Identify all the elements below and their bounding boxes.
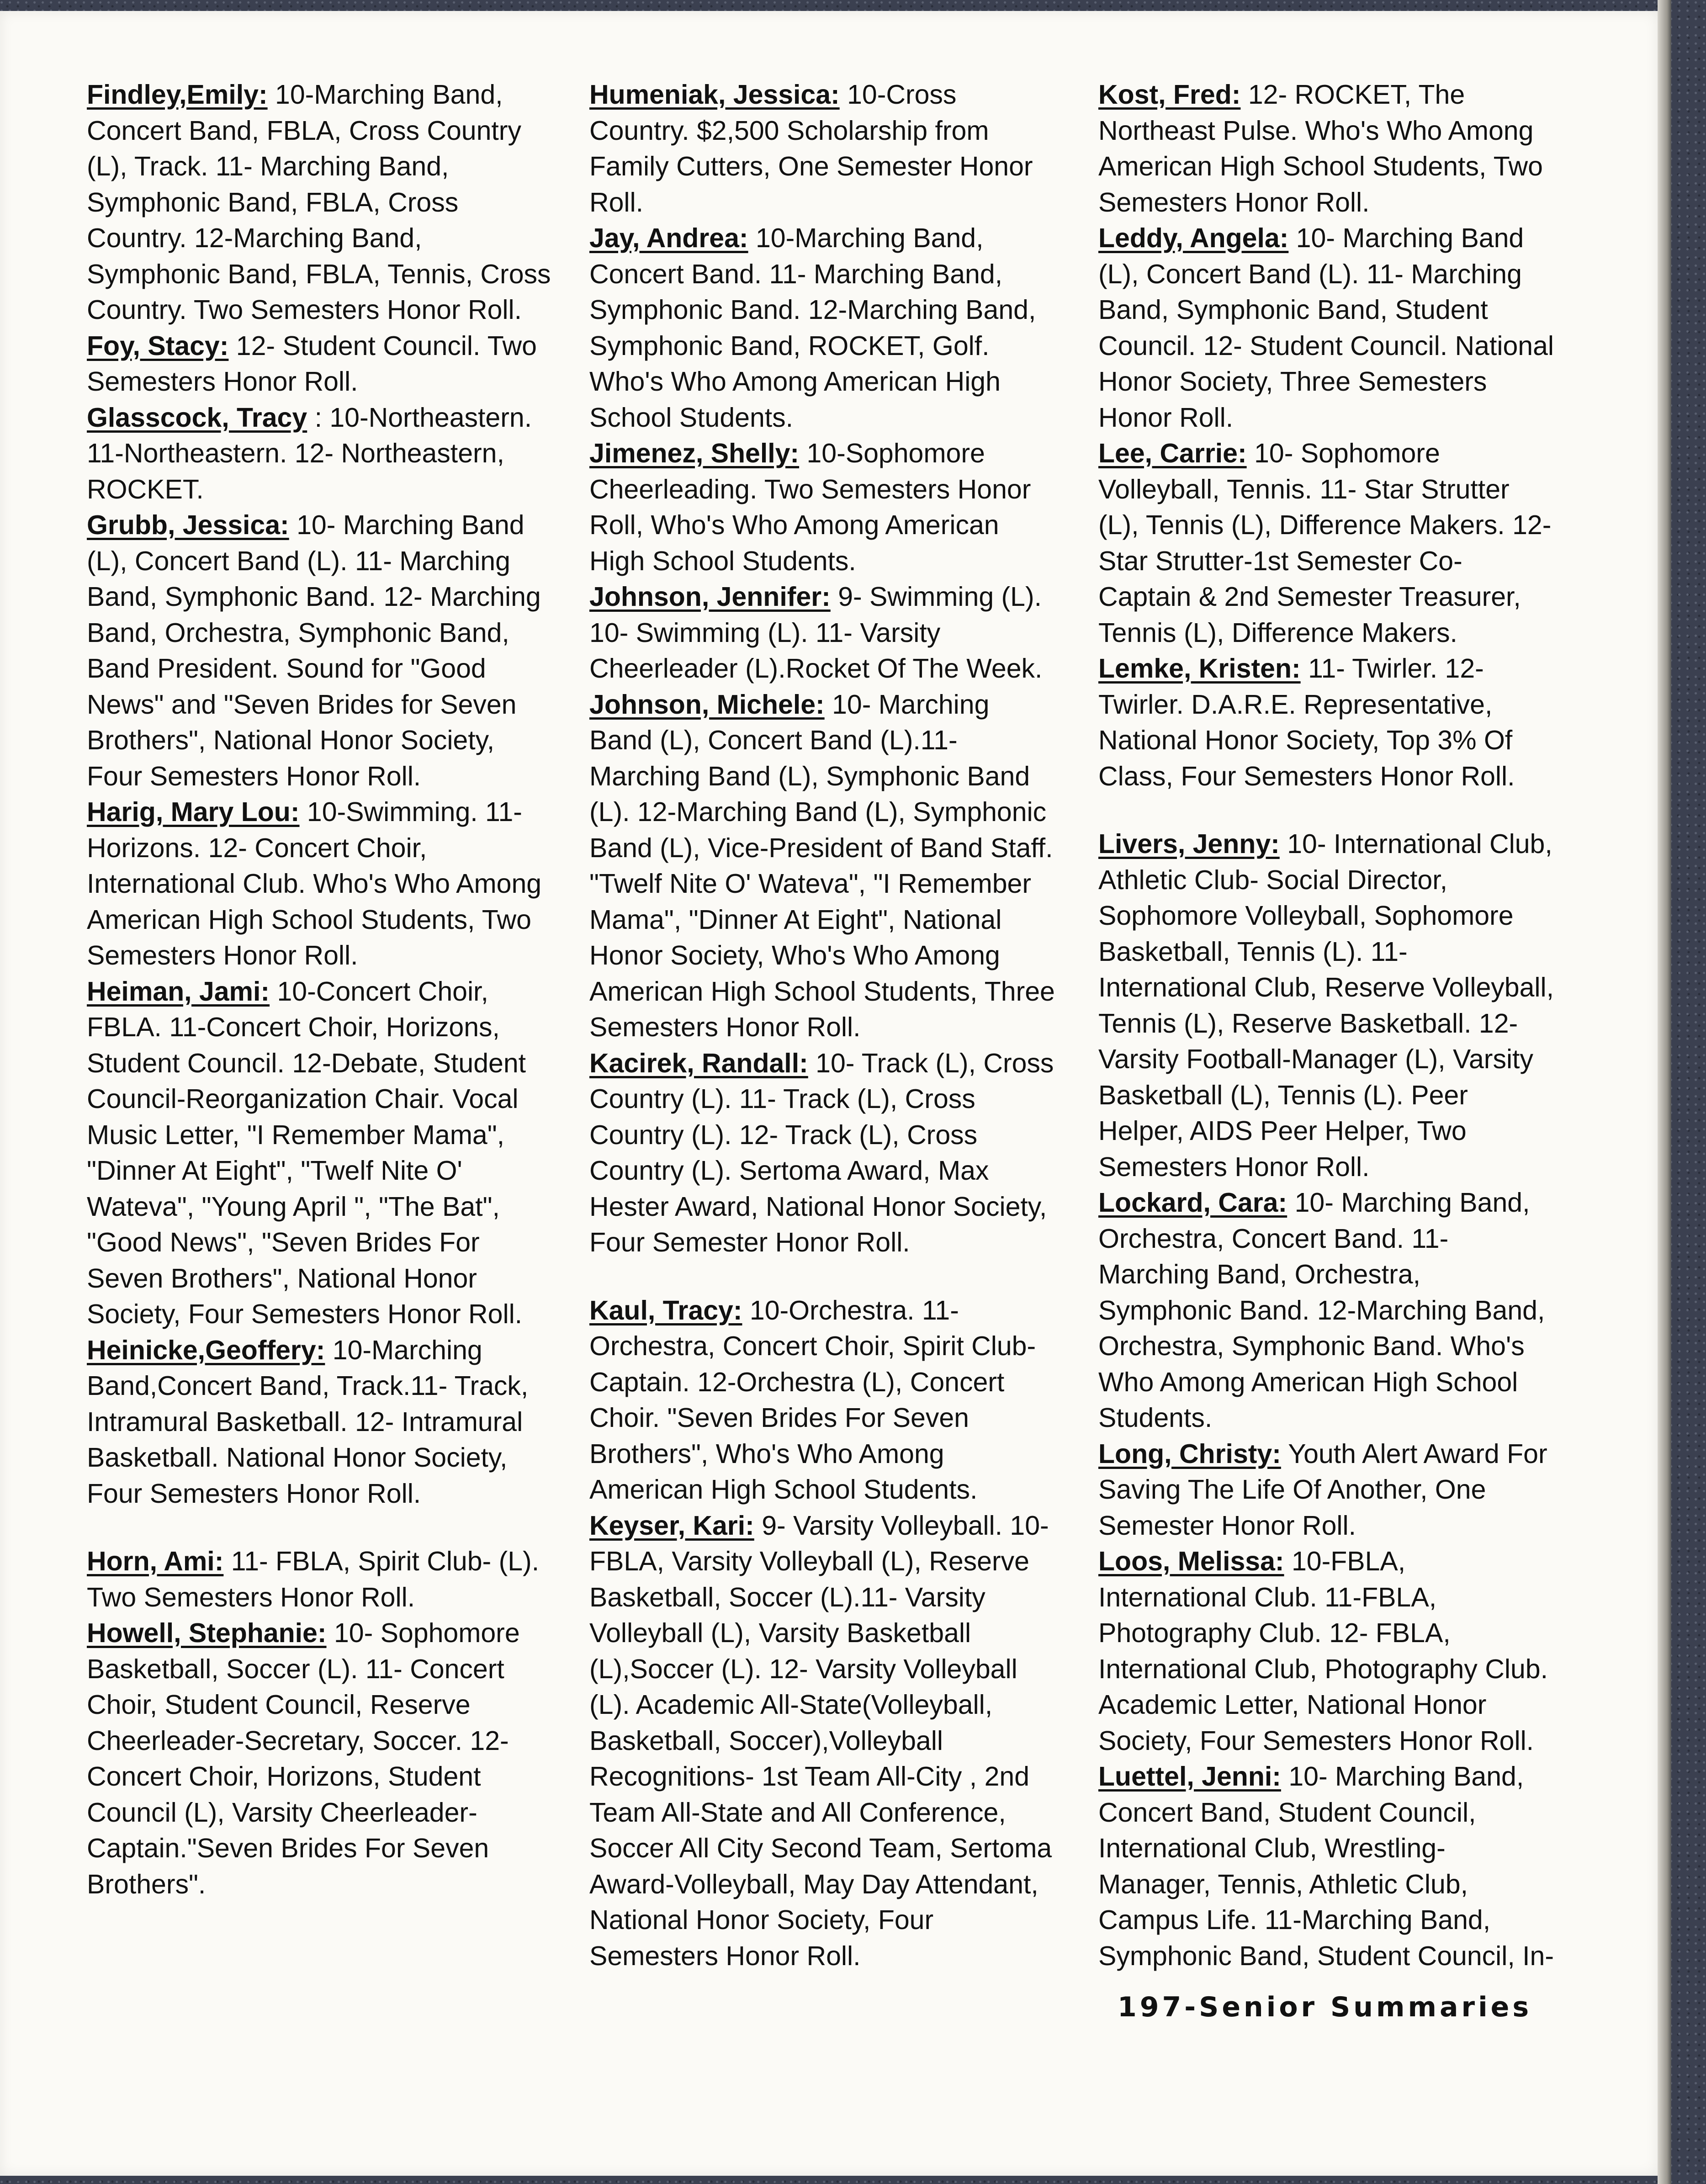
senior-entry (589, 77, 1055, 220)
senior-activities: 10-Marching Band, Concert Band. 11- Marching Band, Symphonic Band. 12-Marching Band, Symphonic Band, ROCKET, Golf. Who's Who Among American High School Students. (589, 223, 1036, 433)
senior-name: Johnson, Jennifer: (589, 582, 831, 612)
senior-name: Long, Christy: (1098, 1438, 1281, 1469)
senior-name: Heinicke,Geoffery: (87, 1335, 325, 1365)
senior-name: Horn, Ami: (87, 1546, 224, 1576)
senior-entry (87, 328, 553, 400)
senior-activities: 9- Swimming (L). 10- Swimming (L). 11- Varsity Cheerleader (L).Rocket Of The Week. (589, 582, 1043, 684)
senior-name: Leddy, Angela: (1098, 223, 1289, 253)
senior-activities: 10-Marching Band,Concert Band, Track.11- Track, Intramural Basketball. 12- Intramural Basketball. National Honor Society, Four Semesters Honor Roll. (87, 1335, 529, 1509)
senior-name: Johnson, Michele: (589, 689, 825, 720)
senior-name: Kacirek, Randall: (589, 1048, 808, 1078)
column-1 (87, 77, 553, 1902)
senior-activities: 12- ROCKET, The Northeast Pulse. Who's Who Among American High School Students, Two Semesters Honor Roll. (1098, 80, 1543, 217)
senior-entry (589, 1045, 1055, 1261)
senior-name: Lee, Carrie: (1098, 438, 1247, 468)
senior-name: Loos, Melissa: (1098, 1546, 1284, 1576)
senior-activities: 11- Twirler. 12- Twirler. D.A.R.E. Representative, National Honor Society, Top 3% Of Class, Four Semesters Honor Roll. (1098, 653, 1515, 791)
senior-name: Howell, Stephanie: (87, 1618, 327, 1648)
senior-name: Findley,Emily: (87, 80, 268, 110)
senior-name: Humeniak, Jessica: (589, 80, 840, 110)
senior-entry (1098, 826, 1555, 1185)
senior-name: Livers, Jenny: (1098, 829, 1280, 859)
senior-activities: 10- Marching Band, Concert Band, Student Council, International Club, Wrestling-Manager, Tennis, Athletic Club, Campus Life. 11-Marching Band, Symphonic Band, Student Council, In- (1098, 1761, 1554, 1971)
senior-entry (589, 687, 1055, 1045)
senior-activities: 10-Marching Band, Concert Band, FBLA, Cross Country (L), Track. 11- Marching Band, Symphonic Band, FBLA, Cross Country. 12-Marching Band, Symphonic Band, FBLA, Tennis, Cross Country. Two Semesters Honor Roll. (87, 80, 551, 325)
senior-name: Keyser, Kari: (589, 1510, 754, 1541)
senior-activities: 10- Marching Band, Orchestra, Concert Band. 11- Marching Band, Orchestra, Symphonic Band. 12-Marching Band, Orchestra, Symphonic Band. Who's Who Among American High School Students. (1098, 1187, 1545, 1433)
senior-name: Kaul, Tracy: (589, 1295, 742, 1325)
senior-activities: 9- Varsity Volleyball. 10-FBLA, Varsity Volleyball (L), Reserve Basketball, Soccer (L).11- Varsity Volleyball (L), Varsity Basketball (L),Soccer (L). 12- Varsity Volleyball (L). Academic All-State(Volleyball, Basketball, Soccer),Volleyball Recognitions- 1st Team All-City , 2nd Team All-State and All Conference, Soccer All City Second Team, Sertoma Award-Volleyball, May Day Attendant, National Honor Society, Four Semesters Honor Roll. (589, 1510, 1052, 1971)
senior-entry (1098, 435, 1555, 651)
senior-activities: 10- Marching Band (L), Concert Band (L). 11- Marching Band, Symphonic Band, Student Council. 12- Student Council. National Honor Society, Three Semesters Honor Roll. (1098, 223, 1554, 433)
page-footer: 197-Senior Summaries (1118, 1991, 1532, 2023)
senior-entry (87, 1543, 553, 1615)
senior-name: Glasscock, Tracy (87, 402, 307, 433)
senior-activities: : 10-Northeastern. 11-Northeastern. 12- Northeastern, ROCKET. (87, 402, 532, 504)
senior-entry (589, 435, 1055, 579)
senior-name: Jimenez, Shelly: (589, 438, 800, 468)
senior-entry (1098, 77, 1555, 220)
column-2 (589, 77, 1055, 1974)
senior-entry (1098, 220, 1555, 435)
senior-name: Lockard, Cara: (1098, 1187, 1287, 1218)
senior-entry (1098, 1185, 1555, 1436)
senior-activities: 10-Orchestra. 11- Orchestra, Concert Choir, Spirit Club- Captain. 12-Orchestra (L), Concert Choir. "Seven Brides For Seven Brothers", Who's Who Among American High School Students. (589, 1295, 1036, 1505)
senior-name: Grubb, Jessica: (87, 510, 289, 540)
senior-name: Luettel, Jenni: (1098, 1761, 1281, 1792)
senior-activities: 10-Sophomore Cheerleading. Two Semesters Honor Roll, Who's Who Among American High School Students. (589, 438, 1031, 576)
senior-activities: 10- Track (L), Cross Country (L). 11- Track (L), Cross Country (L). 12- Track (L), Cross Country (L). Sertoma Award, Max Hester Award, National Honor Society, Four Semester Honor Roll. (589, 1048, 1054, 1257)
senior-activities: 10-Concert Choir, FBLA. 11-Concert Choir, Horizons, Student Council. 12-Debate, Student Council-Reorganization Chair. Vocal Music Letter, "I Remember Mama", "Dinner At Eight", "Twelf Nite O' Wateva", "Young April ", "The Bat", "Good News", "Seven Brides For Seven Brothers", National Honor Society, Four Semesters Honor Roll. (87, 976, 526, 1329)
senior-activities: 10-Cross Country. $2,500 Scholarship from Family Cutters, One Semester Honor Roll. (589, 80, 1033, 217)
senior-activities: Youth Alert Award For Saving The Life Of Another, One Semester Honor Roll. (1098, 1438, 1547, 1541)
page-edge (1658, 0, 1671, 2184)
senior-entry (589, 1508, 1055, 1974)
senior-entry (87, 1615, 553, 1902)
senior-entry (1098, 1436, 1555, 1544)
senior-activities: 10- Sophomore Basketball, Soccer (L). 11- Concert Choir, Student Council, Reserve Cheerleader-Secretary, Soccer. 12-Concert Choir, Horizons, Student Council (L), Varsity Cheerleader-Captain."Seven Brides For Seven Brothers". (87, 1618, 520, 1899)
senior-entry (1098, 651, 1555, 794)
senior-name: Jay, Andrea: (589, 223, 748, 253)
senior-entry (589, 1293, 1055, 1508)
senior-entry (589, 220, 1055, 435)
senior-entry (1098, 1759, 1555, 1974)
senior-entry (87, 1332, 553, 1512)
senior-name: Heiman, Jami: (87, 976, 270, 1007)
senior-activities: 10- International Club, Athletic Club- Social Director, Sophomore Volleyball, Sophomore Basketball, Tennis (L). 11-International Club, Reserve Volleyball, Tennis (L), Reserve Basketball. 12- Varsity Football-Manager (L), Varsity Basketball (L), Tennis (L). Peer Helper, AIDS Peer Helper, Two Semesters Honor Roll. (1098, 829, 1554, 1182)
senior-activities: 10- Marching Band (L), Concert Band (L). 11- Marching Band, Symphonic Band. 12- Marching Band, Orchestra, Symphonic Band, Band President. Sound for "Good News" and "Seven Brides for Seven Brothers", National Honor Society, Four Semesters Honor Roll. (87, 510, 541, 791)
senior-activities: 10-FBLA, International Club. 11-FBLA, Photography Club. 12- FBLA, International Club, Photography Club. Academic Letter, National Honor Society, Four Semesters Honor Roll. (1098, 1546, 1548, 1756)
senior-entry (87, 794, 553, 974)
column-3 (1098, 77, 1555, 1974)
senior-entry (589, 579, 1055, 687)
senior-entry (87, 507, 553, 794)
senior-name: Foy, Stacy: (87, 330, 229, 361)
senior-activities: 11- FBLA, Spirit Club- (L). Two Semesters Honor Roll. (87, 1546, 540, 1612)
senior-activities: 10-Swimming. 11- Horizons. 12- Concert Choir, International Club. Who's Who Among American High School Students, Two Semesters Honor Roll. (87, 797, 542, 970)
senior-name: Harig, Mary Lou: (87, 797, 300, 827)
senior-entry (87, 400, 553, 508)
senior-activities: 12- Student Council. Two Semesters Honor Roll. (87, 330, 537, 397)
senior-entry (87, 77, 553, 328)
senior-activities: 10- Marching Band (L), Concert Band (L).11- Marching Band (L), Symphonic Band (L). 12-Marching Band (L), Symphonic Band (L), Vice-President of Band Staff. "Twelf Nite O' Wateva", "I Remember Mama", "Dinner At Eight", National Honor Society, Who's Who Among American High School Students, Three Semesters Honor Roll. (589, 689, 1055, 1042)
senior-name: Lemke, Kristen: (1098, 653, 1301, 684)
senior-activities: 10- Sophomore Volleyball, Tennis. 11- Star Strutter (L), Tennis (L), Difference Makers. 12- Star Strutter-1st Semester Co-Captain & 2nd Semester Treasurer, Tennis (L), Difference Makers. (1098, 438, 1552, 648)
senior-entry (1098, 1543, 1555, 1759)
senior-name: Kost, Fred: (1098, 80, 1241, 110)
senior-entry (87, 974, 553, 1332)
